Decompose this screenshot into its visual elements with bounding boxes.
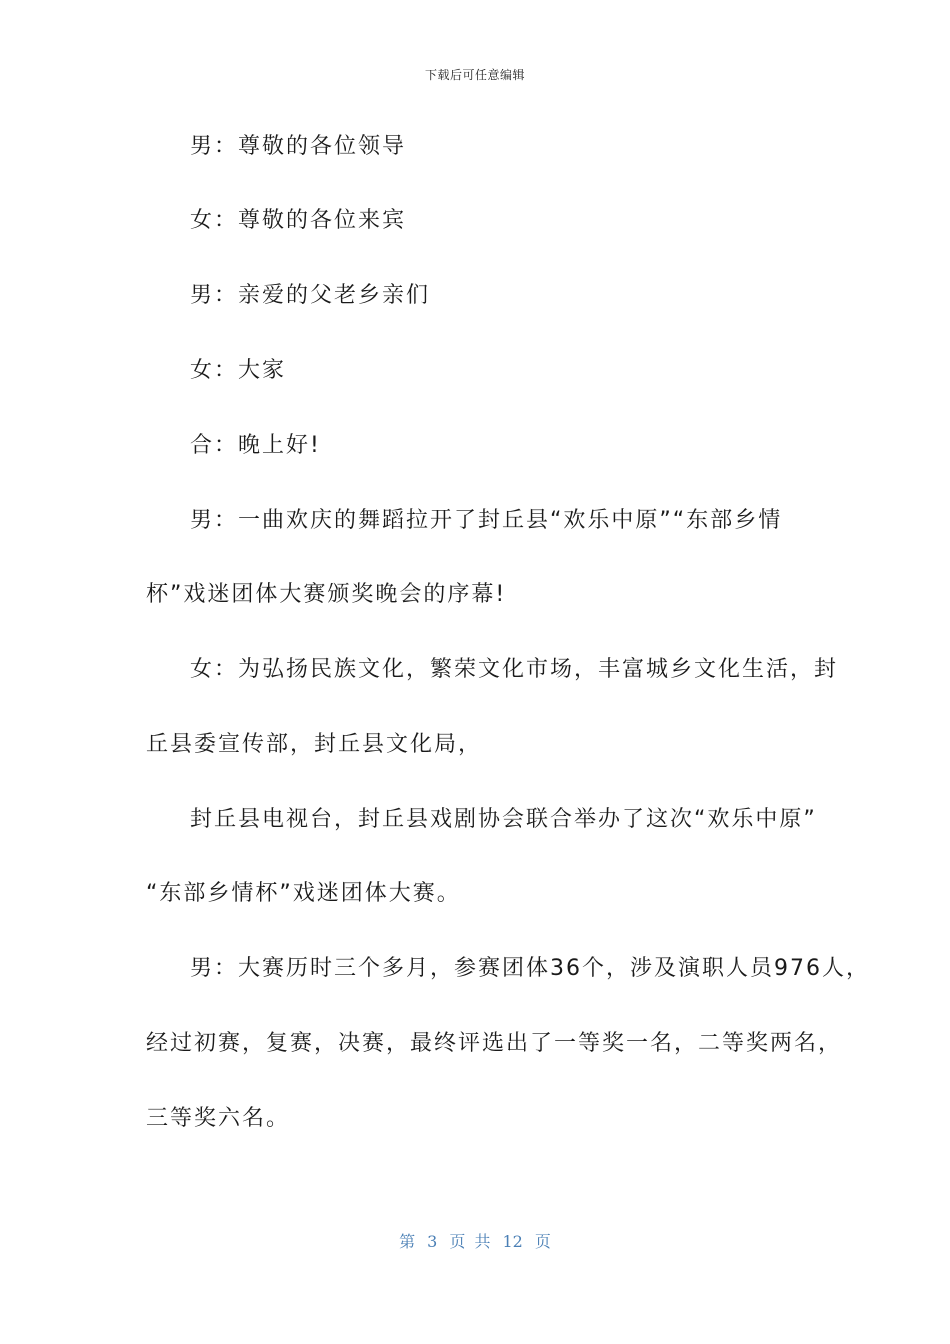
text-line: 女：尊敬的各位来宾: [190, 208, 407, 233]
text-line: 杯”戏迷团体大赛颁奖晚会的序幕!: [146, 582, 507, 607]
text-line: 合：晚上好!: [190, 433, 321, 458]
text-line: “东部乡情杯”戏迷团体大赛。: [146, 881, 461, 906]
footer-total-pages: 12: [502, 1232, 523, 1251]
text-line: 经过初赛，复赛，决赛，最终评选出了一等奖一名，二等奖两名，: [146, 1031, 843, 1056]
page-footer: [0, 1229, 950, 1252]
text-line: 女：大家: [190, 358, 287, 383]
text-line: 男：大赛历时三个多月，参赛团体36个，涉及演职人员976人，: [190, 956, 870, 981]
text-line: 女：为弘扬民族文化，繁荣文化市场，丰富城乡文化生活，封: [190, 657, 839, 682]
footer-current-page: 3: [427, 1232, 438, 1251]
text-line: 男：一曲欢庆的舞蹈拉开了封丘县“欢乐中原”“东部乡情: [190, 508, 783, 533]
text-line: 男：亲爱的父老乡亲们: [190, 283, 431, 308]
footer-ye: 页: [534, 1232, 551, 1251]
footer-ye-gong: 页 共: [449, 1232, 491, 1251]
text-line: 封丘县电视台，封丘县戏剧协会联合举办了这次“欢乐中原”: [190, 807, 817, 832]
text-line: 男：尊敬的各位领导: [190, 134, 407, 159]
text-line: 丘县委宣传部，封丘县文化局，: [146, 732, 483, 757]
footer-di: 第: [399, 1232, 416, 1251]
page-header-note: 下载后可任意编辑: [424, 68, 525, 82]
text-line: 三等奖六名。: [146, 1106, 291, 1131]
